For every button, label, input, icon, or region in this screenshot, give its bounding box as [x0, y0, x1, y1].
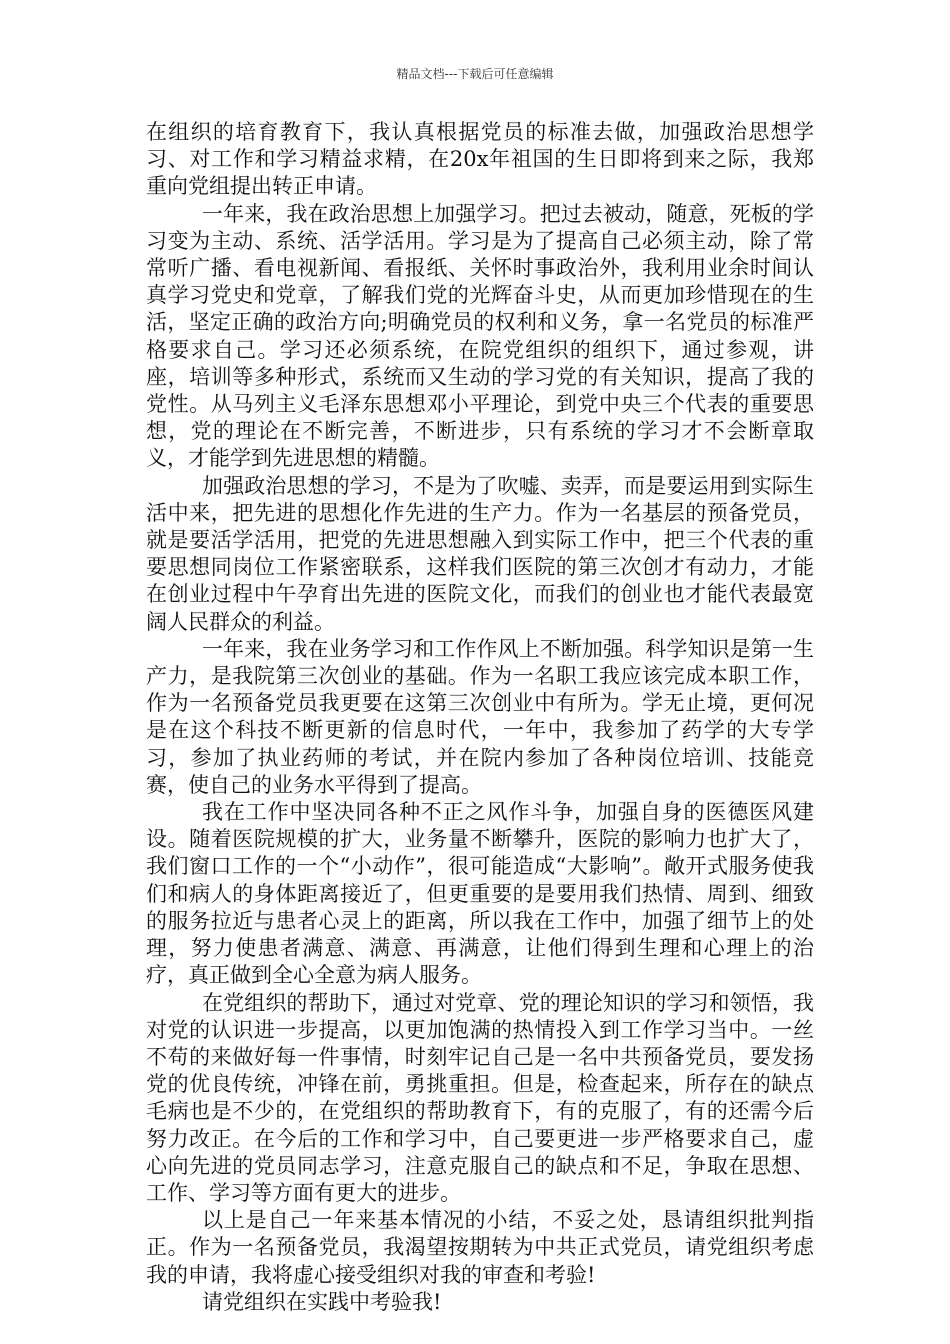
page-header: 精品文档---下载后可任意编辑 [396, 67, 554, 81]
closing-line: 请党组织在实践中考验我! [202, 1289, 442, 1314]
paragraph: 以上是自己一年来基本情况的小结，不妥之处，恳请组织批判指正。作为一名预备党员，我渴望按期转为中共正式党员，请党组织考虑我的申请，我将虚心接受组织对我的审查和考验! [146, 1208, 814, 1287]
document-body [146, 119, 814, 1316]
paragraph: 在组织的培育教育下，我认真根据党员的标准去做，加强政治思想学习、对工作和学习精益求精，在20x年祖国的生日即将到来之际，我郑重向党组提出转正申请。 [146, 120, 814, 199]
paragraph: 一年来，我在政治思想上加强学习。把过去被动，随意，死板的学习变为主动、系统、活学活用。学习是为了提高自己必须主动，除了常常听广播、看电视新闻、看报纸、关怀时事政治外，我利用业余时间认真学习党史和党章，了解我们党的光辉奋斗史，从而更加珍惜现在的生活，坚定正确的政治方向;明确党员的权利和义务，拿一名党员的标准严格要求自己。学习还必须系统，在院党组织的组织下，通过参观，讲座，培训等多种形式，系统而又生动的学习党的有关知识，提高了我的党性。从马列主义毛泽东思想邓小平理论，到党中央三个代表的重要思想，党的理论在不断完善，不断进步，只有系统的学习才不会断章取义，才能学到先进思想的精髓。 [146, 201, 814, 471]
paragraph: 一年来，我在业务学习和工作作风上不断加强。科学知识是第一生产力，是我院第三次创业的基础。作为一名职工我应该完成本职工作，作为一名预备党员我更要在这第三次创业中有所为。学无止境，更何况是在这个科技不断更新的信息时代，一年中，我参加了药学的大专学习，参加了执业药师的考试，并在院内参加了各种岗位培训、技能竞赛，使自己的业务水平得到了提高。 [146, 636, 814, 797]
paragraph: 在党组织的帮助下，通过对党章、党的理论知识的学习和领悟，我对党的认识进一步提高，以更加饱满的热情投入到工作学习当中。一丝不苟的来做好每一件事情，时刻牢记自己是一名中共预备党员，要发扬党的优良传统，冲锋在前，勇挑重担。但是，检查起来，所存在的缺点毛病也是不少的，在党组织的帮助教育下，有的克服了，有的还需今后努力改正。在今后的工作和学习中，自己要更进一步严格要求自己，虚心向先进的党员同志学习，注意克服自己的缺点和不足，争取在思想、工作、学习等方面有更大的进步。 [146, 990, 814, 1205]
paragraph: 我在工作中坚决同各种不正之风作斗争，加强自身的医德医风建设。随着医院规模的扩大，业务量不断攀升，医院的影响力也扩大了，我们窗口工作的一个“小动作”，很可能造成“大影响”。敞开式服务使我们和病人的身体距离接近了，但更重要的是要用我们热情、周到、细致的服务拉近与患者心灵上的距离，所以我在工作中，加强了细节上的处理，努力使患者满意、满意、再满意，让他们得到生理和心理上的治疗，真正做到全心全意为病人服务。 [146, 800, 814, 988]
paragraph: 加强政治思想的学习，不是为了吹嘘、卖弄，而是要运用到实际生活中来，把先进的思想化作先进的生产力。作为一名基层的预备党员，就是要活学活用，把党的先进思想融入到实际工作中，把三个代表的重要思想同岗位工作紧密联系，这样我们医院的第三次创才有动力，才能在创业过程中午孕育出先进的医院文化，而我们的创业也才能代表最宽阔人民群众的利益。 [146, 473, 814, 634]
